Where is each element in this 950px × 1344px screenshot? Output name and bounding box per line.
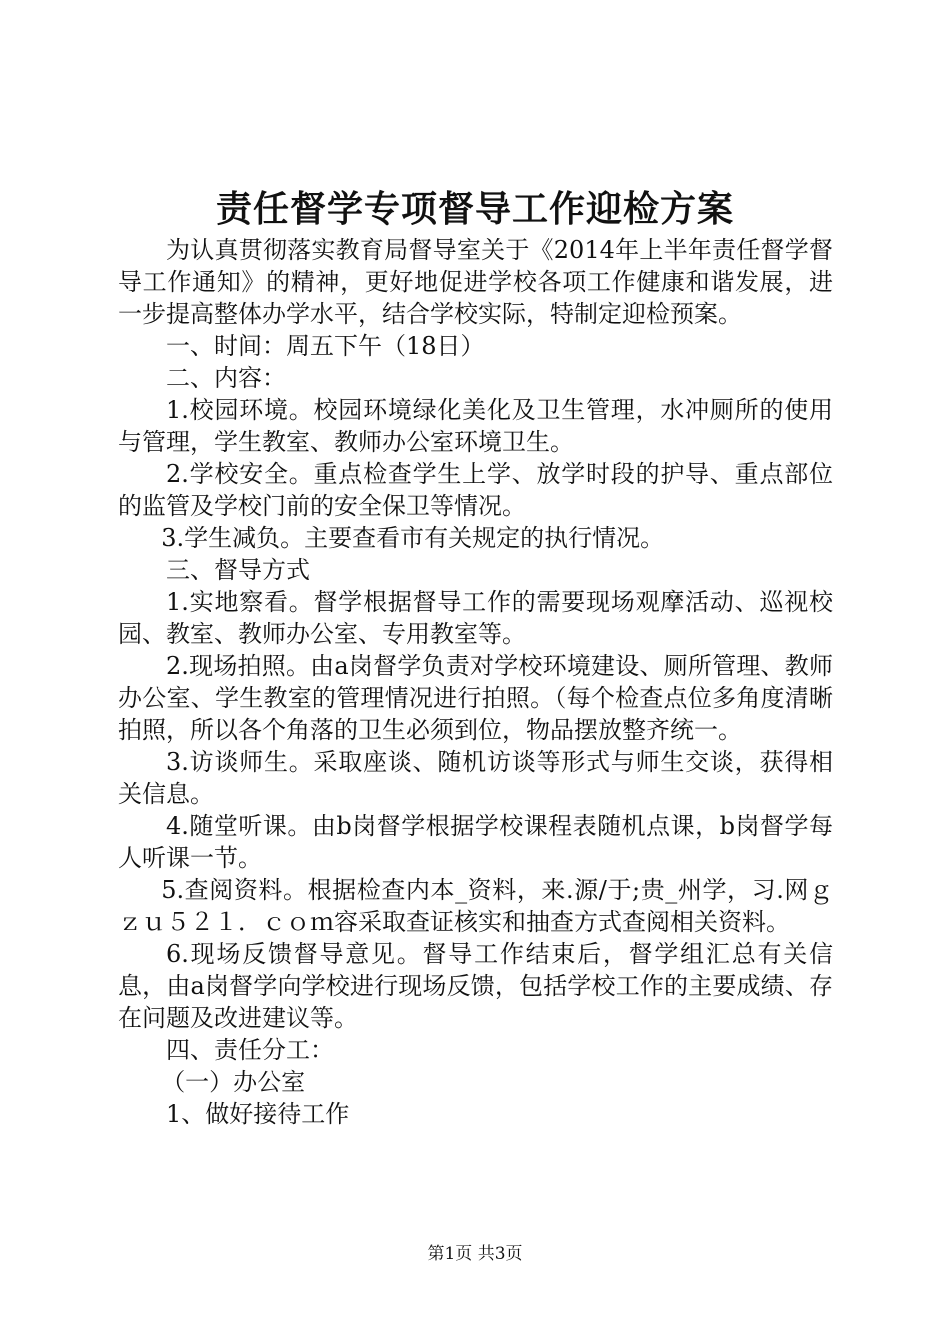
- paragraph-school-safety: 2.学校安全。重点检查学生上学、放学时段的护导、重点部位的监管及学校门前的安全保卫等情况。: [118, 460, 833, 520]
- paragraph-document-review: 5.查阅资料。根据检查内本_资料，来.源/于;贵_州学，习.网ｇｚｕ５２１．ｃｏｍ容采取查证核实和抽查方式查阅相关资料。: [118, 876, 833, 936]
- paragraph-intro: 为认真贯彻落实教育局督导室关于《2014年上半年责任督学督导工作通知》的精神，更好地促进学校各项工作健康和谐发展，进一步提高整体办学水平，结合学校实际，特制定迎检预案。: [118, 236, 833, 328]
- paragraph-responsibility-heading: 四、责任分工：: [166, 1036, 334, 1064]
- paragraph-site-photography: 2.现场拍照。由a岗督学负责对学校环境建设、厕所管理、教师办公室、学生教室的管理情况进行拍照。（每个检查点位多角度清晰拍照，所以各个角落的卫生必须到位，物品摆放整齐统一。: [118, 652, 833, 744]
- paragraph-site-inspection: 1.实地察看。督学根据督导工作的需要现场观摩活动、巡视校园、教室、教师办公室、专用教室等。: [118, 588, 833, 648]
- document-body: [118, 234, 833, 1130]
- paragraph-feedback: 6.现场反馈督导意见。督导工作结束后，督学组汇总有关信息，由a岗督学向学校进行现场反馈，包括学校工作的主要成绩、存在问题及改进建议等。: [118, 940, 833, 1032]
- paragraph-campus-environment: 1.校园环境。校园环境绿化美化及卫生管理，水冲厕所的使用与管理，学生教室、教师办公室环境卫生。: [118, 396, 833, 456]
- paragraph-time: 一、时间：周五下午（18日）: [166, 332, 485, 360]
- paragraph-inspection-method-heading: 三、督导方式: [166, 556, 310, 584]
- paragraph-class-observation: 4.随堂听课。由b岗督学根据学校课程表随机点课，b岗督学每人听课一节。: [118, 812, 833, 872]
- paragraph-burden-reduction: 3.学生减负。主要查看市有关规定的执行情况。: [161, 524, 665, 552]
- paragraph-content-heading: 二、内容：: [166, 364, 286, 392]
- document-title: 责任督学专项督导工作迎检方案: [215, 188, 734, 230]
- paragraph-office: （一）办公室: [161, 1068, 306, 1096]
- page-footer: 第1页 共3页: [427, 1244, 523, 1264]
- paragraph-reception: 1、做好接待工作: [166, 1100, 350, 1128]
- paragraph-interviews: 3.访谈师生。采取座谈、随机访谈等形式与师生交谈，获得相关信息。: [118, 748, 833, 808]
